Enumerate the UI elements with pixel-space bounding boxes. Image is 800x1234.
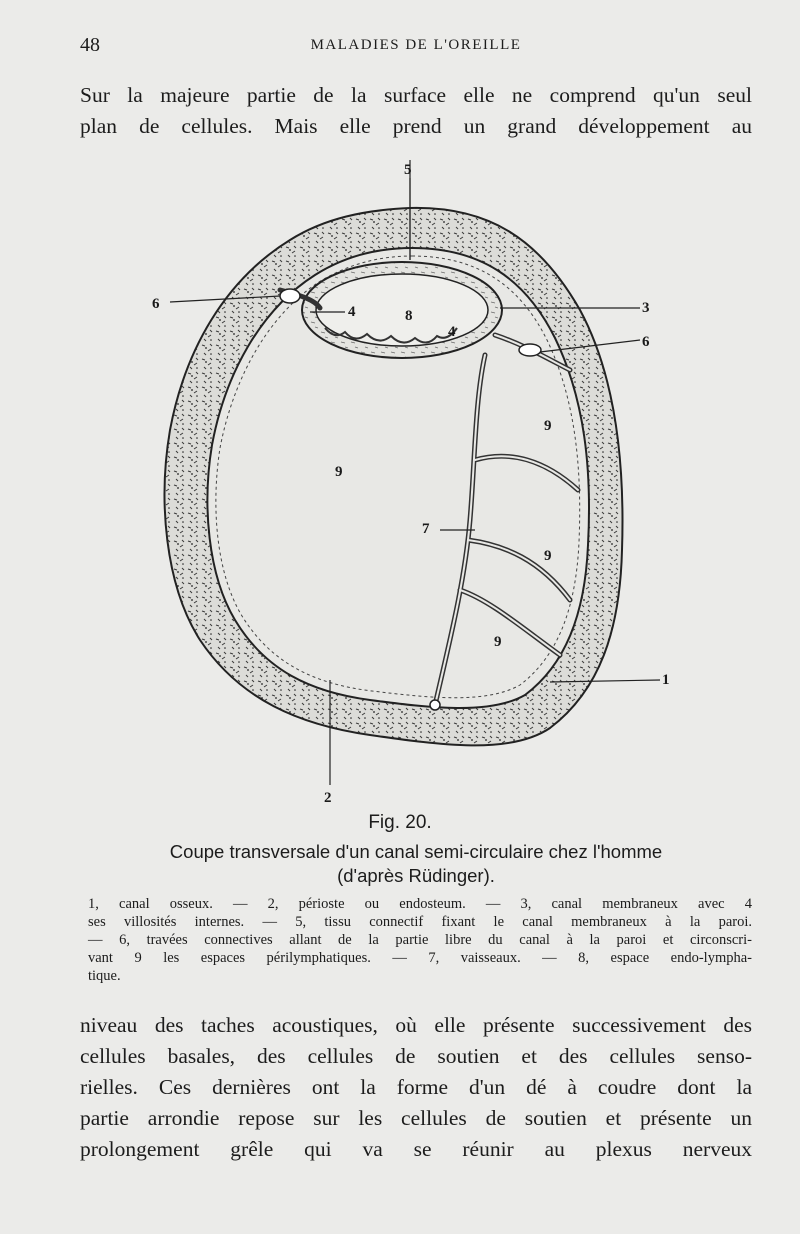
caption-title-line: (d'après Rüdinger). [337, 865, 495, 886]
label-7: 7 [422, 521, 430, 537]
label-8: 8 [405, 308, 413, 324]
canal-cross-section-drawing [130, 160, 670, 820]
label-9-left: 9 [335, 464, 343, 480]
label-9-upper: 9 [544, 418, 552, 434]
legend-line: 1, canal osseux. — 2, périoste ou endosteum. — 3, canal membraneux avec 4 [88, 896, 752, 912]
label-2: 2 [324, 790, 332, 806]
text-line: cellules basales, des cellules de soutien et des cellules senso- [80, 1044, 752, 1068]
endolymphatic-space [316, 274, 488, 346]
figure-semicircular-canal [130, 160, 670, 820]
label-4-bottom: 4 [448, 324, 456, 340]
text-line: niveau des taches acoustiques, où elle présente successivement des [80, 1013, 752, 1037]
text-line: prolongement grêle qui va se réunir au plexus nerveux [80, 1137, 752, 1161]
running-title: MALADIES DE L'OREILLE [310, 37, 522, 53]
caption-title-line: Coupe transversale d'un canal semi-circulaire chez l'homme [169, 841, 663, 862]
legend-line: vant 9 les espaces périlymphatiques. — 7, vaisseaux. — 8, espace endo-lympha- [88, 950, 752, 966]
text-line: partie arrondie repose sur les cellules de soutien et présente un [80, 1106, 752, 1130]
legend-line: tique. [88, 968, 121, 984]
bottom-paragraph [80, 1010, 752, 1165]
page-number: 48 [80, 34, 100, 56]
label-5: 5 [404, 162, 412, 178]
figure-number: Fig. 20. [368, 812, 432, 833]
text-line: Sur la majeure partie de la surface elle ne comprend qu'un seul [80, 83, 752, 107]
figure-legend [88, 895, 752, 985]
label-4-left: 4 [348, 304, 356, 320]
label-1: 1 [662, 672, 670, 688]
text-line: plan de cellules. Mais elle prend un grand développement au [80, 114, 752, 138]
label-9-lower: 9 [494, 634, 502, 650]
legend-line: ses villosités internes. — 5, tissu connectif fixant le canal membraneux à la paroi. [88, 914, 752, 930]
label-9-middle: 9 [544, 548, 552, 564]
label-6-right: 6 [642, 334, 650, 350]
text-line: rielles. Ces dernières ont la forme d'un dé à coudre dont la [80, 1075, 752, 1099]
figure-caption-title [80, 840, 752, 888]
legend-line: — 6, travées connectives allant de la partie libre du canal à la paroi et circonscri- [88, 932, 752, 948]
top-paragraph [80, 80, 752, 142]
label-3: 3 [642, 300, 650, 316]
label-6-left: 6 [152, 296, 160, 312]
page-header [80, 34, 752, 60]
